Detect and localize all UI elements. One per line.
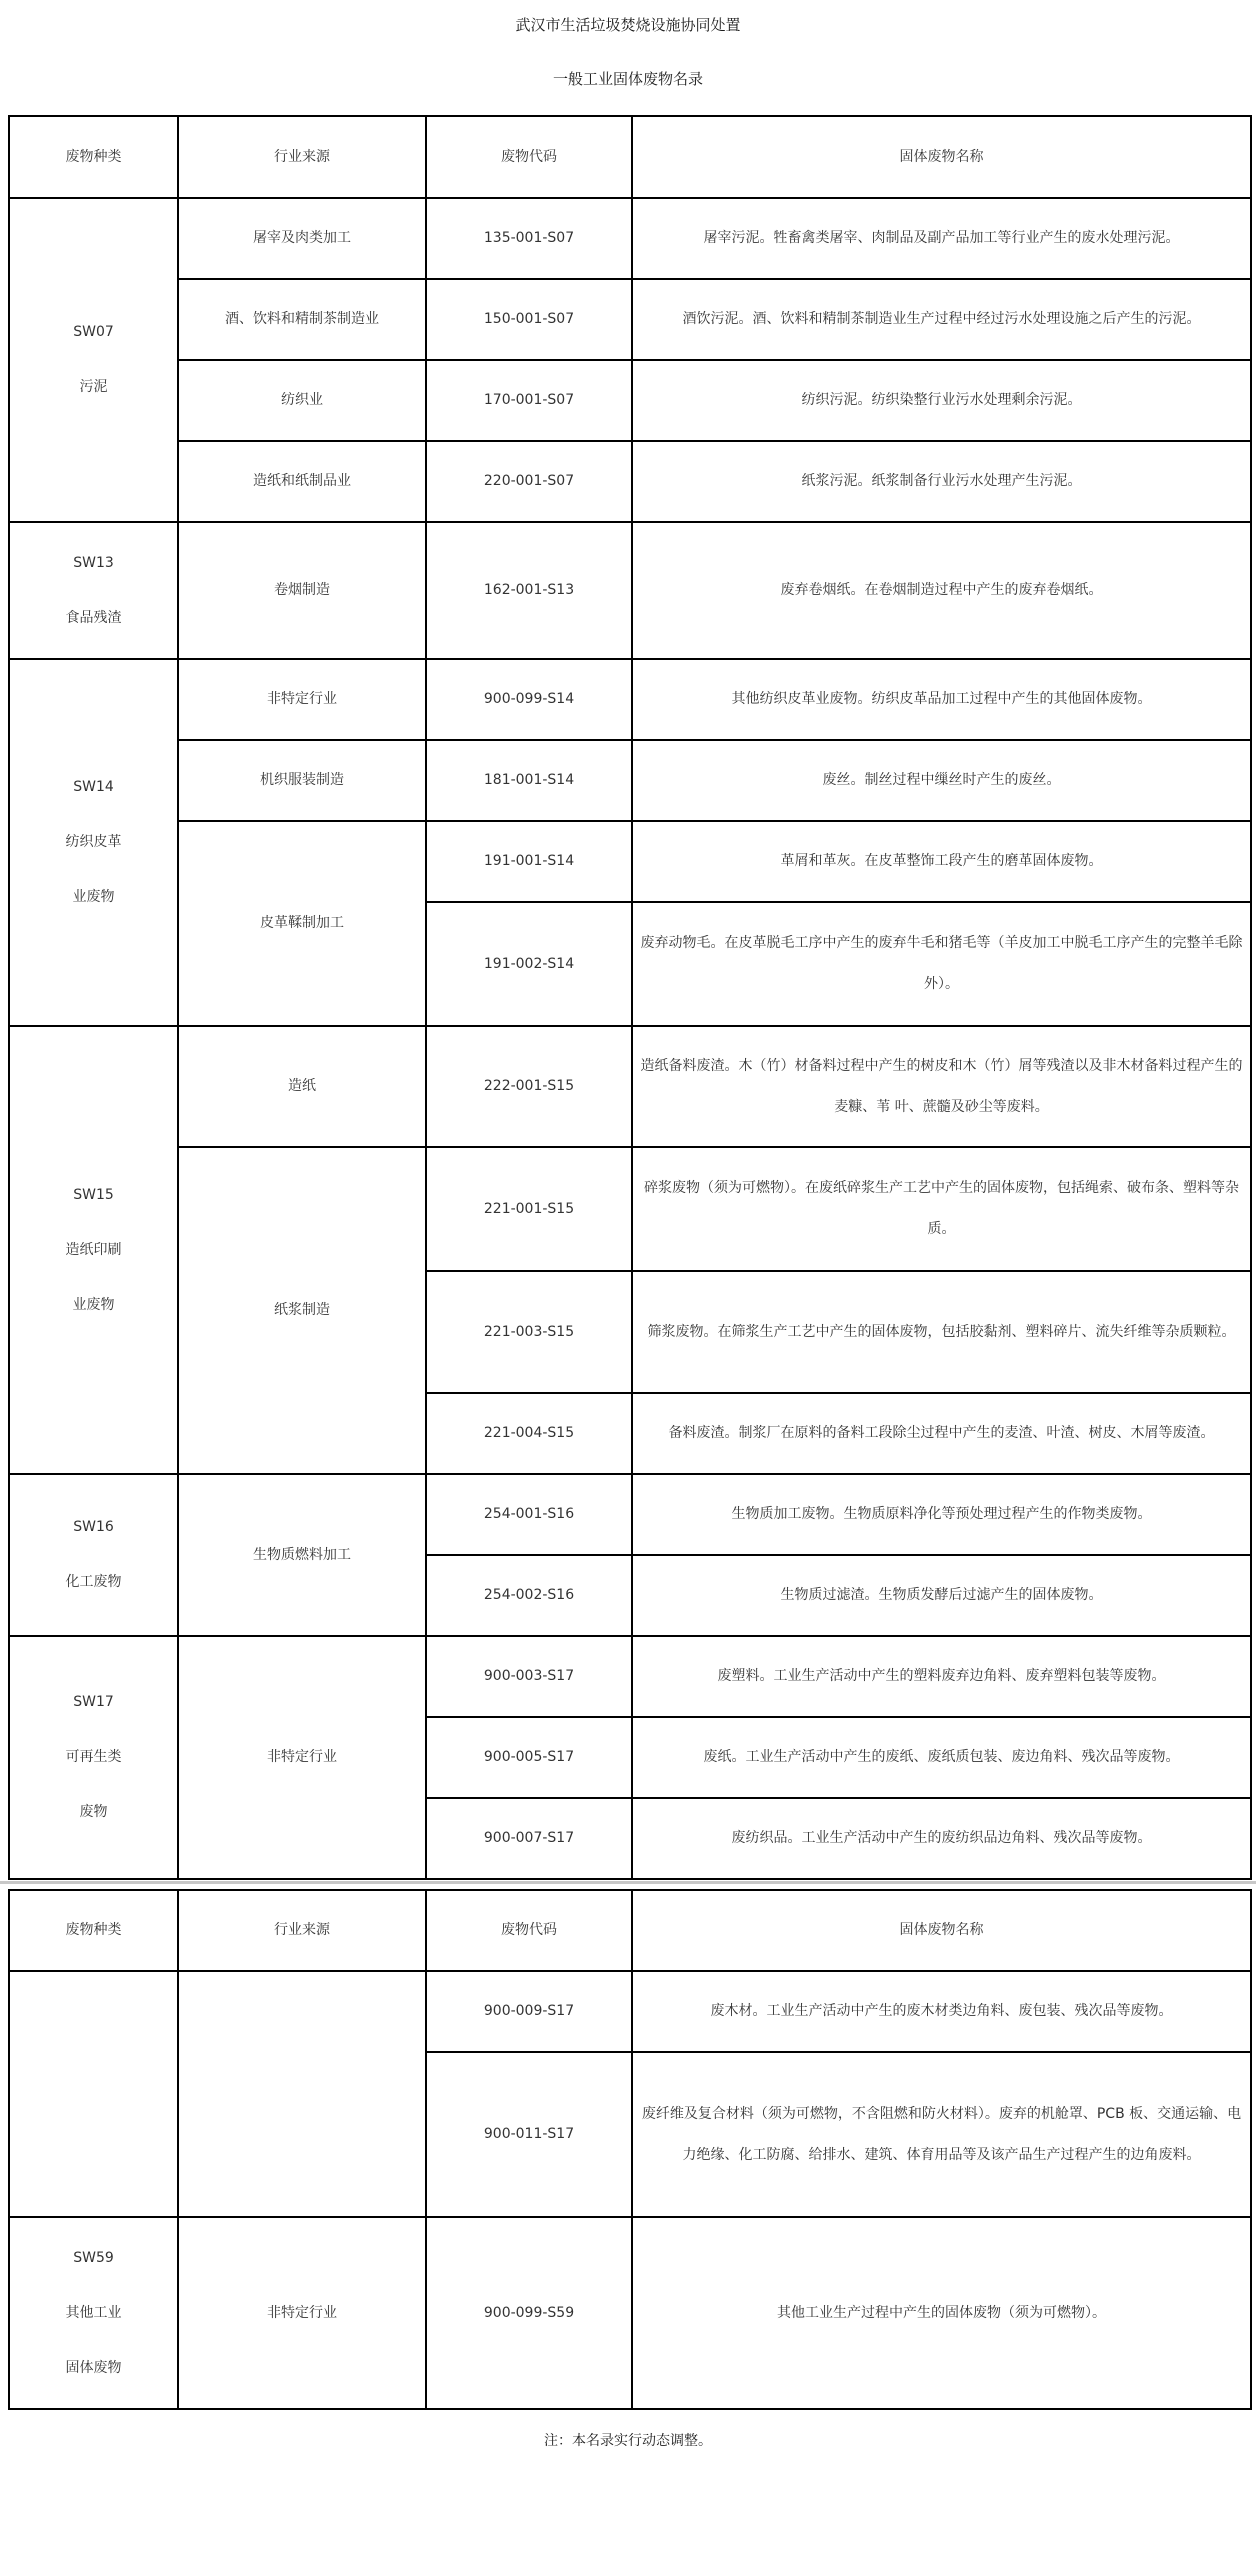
description-cell: 纺织污泥。纺织染整行业污水处理剩余污泥。	[632, 360, 1251, 441]
code-cell: 900-003-S17	[426, 1636, 632, 1717]
description-cell: 酒饮污泥。酒、饮料和精制茶制造业生产过程中经过污水处理设施之后产生的污泥。	[632, 279, 1251, 360]
description-cell: 废木材。工业生产活动中产生的废木材类边角料、废包装、残次品等废物。	[632, 1971, 1251, 2052]
category-name: 其他工业	[65, 2304, 122, 2321]
industry-cell: 机织服装制造	[178, 740, 426, 821]
table-row	[9, 198, 1251, 279]
category-name: 固体废物	[65, 2359, 122, 2376]
code-cell: 221-001-S15	[426, 1147, 632, 1271]
table-row	[9, 740, 1251, 821]
category-code: SW07	[73, 324, 114, 340]
category-name: 污泥	[79, 379, 108, 395]
category-code: SW59	[73, 2249, 114, 2266]
waste-list-table-continued	[8, 1889, 1252, 2410]
table-row	[9, 1147, 1251, 1271]
category-cell	[9, 1026, 178, 1474]
industry-cell: 屠宰及肉类加工	[178, 198, 426, 279]
table-row	[9, 659, 1251, 740]
code-cell: 254-001-S16	[426, 1474, 632, 1555]
code-cell: 222-001-S15	[426, 1026, 632, 1147]
code-cell: 900-011-S17	[426, 2052, 632, 2217]
description-cell: 废丝。制丝过程中缫丝时产生的废丝。	[632, 740, 1251, 821]
table-row	[9, 360, 1251, 441]
industry-cell: 造纸和纸制品业	[178, 441, 426, 522]
description-cell: 废纺织品。工业生产活动中产生的废纺织品边角料、残次品等废物。	[632, 1798, 1251, 1879]
code-cell: 221-004-S15	[426, 1393, 632, 1474]
category-code: SW17	[73, 1694, 114, 1710]
description-cell: 废弃动物毛。在皮革脱毛工序中产生的废弃牛毛和猪毛等（羊皮加工中脱毛工序产生的完整羊毛除外）。	[632, 902, 1251, 1026]
description-cell: 生物质过滤渣。生物质发酵后过滤产生的固体废物。	[632, 1555, 1251, 1636]
table-row	[9, 279, 1251, 360]
category-name: 废物	[79, 1804, 108, 1820]
page-separator	[0, 1881, 1256, 1884]
industry-cell: 纺织业	[178, 360, 426, 441]
category-name: 业废物	[72, 889, 115, 905]
table-row	[9, 441, 1251, 522]
industry-cell: 纸浆制造	[178, 1147, 426, 1474]
header-waste-category: 废物种类	[9, 116, 178, 198]
category-name: 纺织皮革	[65, 834, 122, 850]
code-cell: 900-007-S17	[426, 1798, 632, 1879]
table-row	[9, 821, 1251, 902]
description-cell: 碎浆废物（须为可燃物）。在废纸碎浆生产工艺中产生的固体废物，包括绳索、破布条、塑料等杂质。	[632, 1147, 1251, 1271]
header-waste-code: 废物代码	[426, 1890, 632, 1971]
table-row	[9, 1636, 1251, 1717]
category-name: 食品残渣	[65, 609, 122, 626]
document-subtitle: 一般工业固体废物名录	[552, 70, 703, 88]
industry-cell: 卷烟制造	[178, 522, 426, 659]
category-name: 可再生类	[65, 1749, 122, 1765]
code-cell: 162-001-S13	[426, 522, 632, 659]
category-cell	[9, 659, 178, 1026]
waste-list-table	[8, 115, 1252, 1880]
category-code: SW15	[73, 1186, 114, 1203]
description-cell: 生物质加工废物。生物质原料净化等预处理过程产生的作物类废物。	[632, 1474, 1251, 1555]
industry-cell: 非特定行业	[178, 1636, 426, 1879]
category-name: 化工废物	[65, 1574, 122, 1590]
category-code: SW14	[73, 779, 114, 795]
category-cell	[9, 1474, 178, 1636]
industry-cell: 非特定行业	[178, 2217, 426, 2409]
industry-cell: 非特定行业	[178, 659, 426, 740]
description-cell: 其他纺织皮革业废物。纺织皮革品加工过程中产生的其他固体废物。	[632, 659, 1251, 740]
code-cell: 150-001-S07	[426, 279, 632, 360]
code-cell: 221-003-S15	[426, 1271, 632, 1393]
table-row	[9, 2217, 1251, 2409]
category-code: SW16	[73, 1519, 114, 1535]
description-cell: 备料废渣。制浆厂在原料的备料工段除尘过程中产生的麦渣、叶渣、树皮、木屑等废渣。	[632, 1393, 1251, 1474]
description-cell: 废弃卷烟纸。在卷烟制造过程中产生的废弃卷烟纸。	[632, 522, 1251, 659]
description-cell: 废纤维及复合材料（须为可燃物，不含阻燃和防火材料）。废弃的机舱罩、PCB 板、交通运输、电力绝缘、化工防腐、给排水、建筑、体育用品等及该产品生产过程产生的边角废料。	[632, 2052, 1251, 2217]
description-cell: 筛浆废物。在筛浆生产工艺中产生的固体废物，包括胶黏剂、塑料碎片、流失纤维等杂质颗粒。	[632, 1271, 1251, 1393]
industry-cell: 生物质燃料加工	[178, 1474, 426, 1636]
description-cell: 纸浆污泥。纸浆制备行业污水处理产生污泥。	[632, 441, 1251, 522]
code-cell: 254-002-S16	[426, 1555, 632, 1636]
table-row	[9, 1971, 1251, 2052]
category-name: 造纸印刷	[65, 1241, 122, 1258]
header-industry-source: 行业来源	[178, 116, 426, 198]
industry-cell: 皮革鞣制加工	[178, 821, 426, 1026]
industry-cell	[178, 1971, 426, 2217]
category-cell	[9, 198, 178, 522]
code-cell: 900-099-S59	[426, 2217, 632, 2409]
code-cell: 220-001-S07	[426, 441, 632, 522]
description-cell: 其他工业生产过程中产生的固体废物（须为可燃物）。	[632, 2217, 1251, 2409]
category-cell	[9, 2217, 178, 2409]
table-row	[9, 1474, 1251, 1555]
table-row	[9, 522, 1251, 659]
header-waste-name: 固体废物名称	[632, 1890, 1251, 1971]
code-cell: 900-005-S17	[426, 1717, 632, 1798]
code-cell: 135-001-S07	[426, 198, 632, 279]
code-cell: 191-002-S14	[426, 902, 632, 1026]
category-cell	[9, 1636, 178, 1879]
document-title: 武汉市生活垃圾焚烧设施协同处置	[515, 16, 741, 34]
description-cell: 造纸备料废渣。木（竹）材备料过程中产生的树皮和木（竹）屑等残渣以及非木材备料过程产生的麦糠、苇 叶、蔗髓及砂尘等废料。	[632, 1026, 1251, 1147]
header-waste-category: 废物种类	[9, 1890, 178, 1971]
description-cell: 废纸。工业生产活动中产生的废纸、废纸质包装、废边角料、残次品等废物。	[632, 1717, 1251, 1798]
table-header-row	[9, 1890, 1251, 1971]
header-industry-source: 行业来源	[178, 1890, 426, 1971]
category-cell	[9, 522, 178, 659]
table-row	[9, 1026, 1251, 1147]
code-cell: 900-009-S17	[426, 1971, 632, 2052]
industry-cell: 酒、饮料和精制茶制造业	[178, 279, 426, 360]
table-header-row	[9, 116, 1251, 198]
code-cell: 181-001-S14	[426, 740, 632, 821]
category-code: SW13	[73, 554, 114, 571]
header-waste-name: 固体废物名称	[632, 116, 1251, 198]
code-cell: 170-001-S07	[426, 360, 632, 441]
description-cell: 屠宰污泥。牲畜禽类屠宰、肉制品及副产品加工等行业产生的废水处理污泥。	[632, 198, 1251, 279]
header-waste-code: 废物代码	[426, 116, 632, 198]
code-cell: 191-001-S14	[426, 821, 632, 902]
description-cell: 革屑和革灰。在皮革整饰工段产生的磨革固体废物。	[632, 821, 1251, 902]
industry-cell: 造纸	[178, 1026, 426, 1147]
description-cell: 废塑料。工业生产活动中产生的塑料废弃边角料、废弃塑料包装等废物。	[632, 1636, 1251, 1717]
category-cell	[9, 1971, 178, 2217]
footnote: 注：本名录实行动态调整。	[544, 2433, 712, 2449]
category-name: 业废物	[72, 1296, 115, 1313]
code-cell: 900-099-S14	[426, 659, 632, 740]
